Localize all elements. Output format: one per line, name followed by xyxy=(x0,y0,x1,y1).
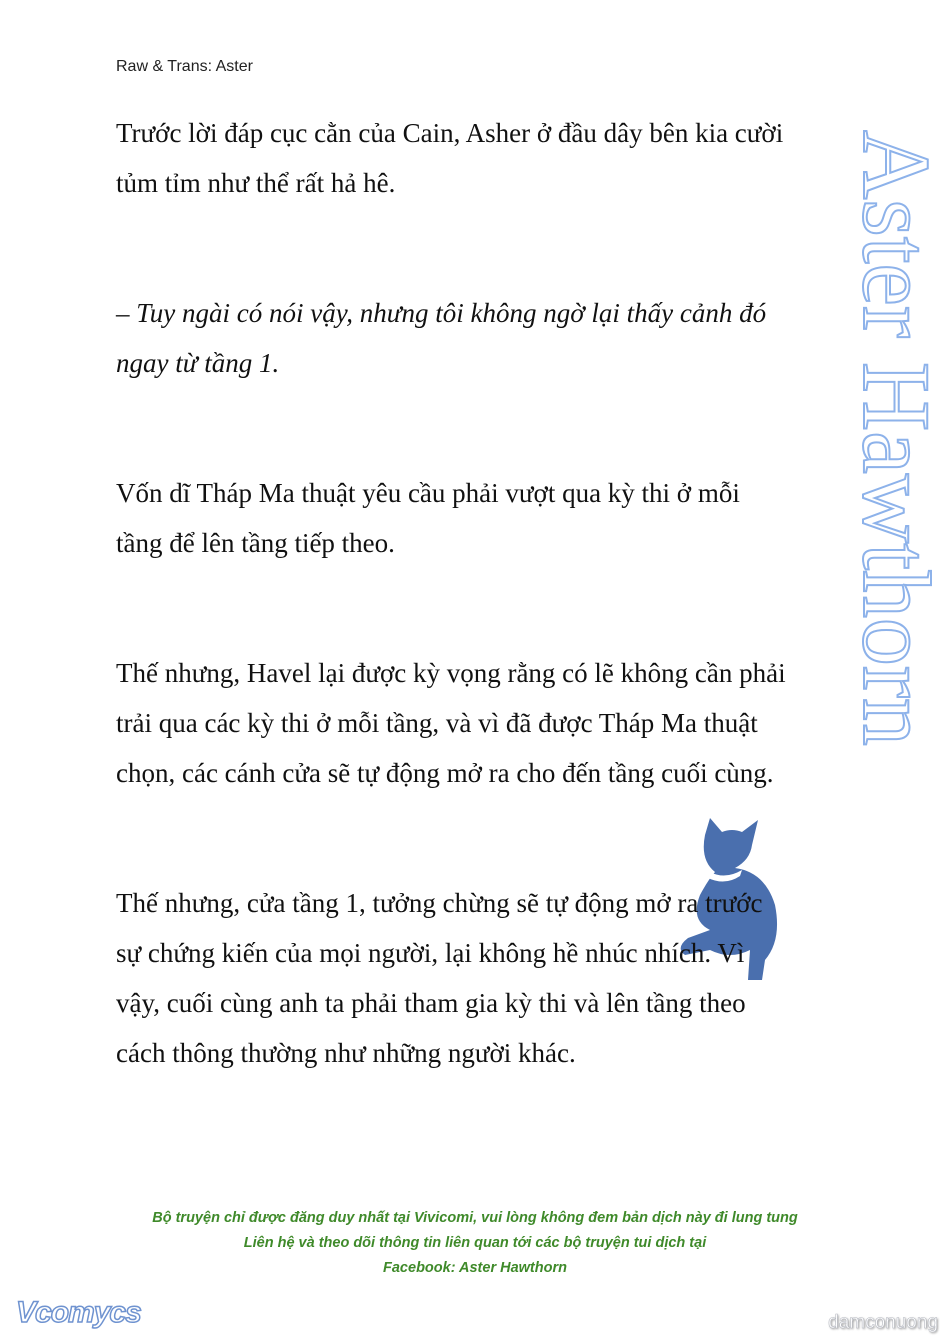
text-line: Thế nhưng, cửa tầng 1, tưởng chừng sẽ tự động mở ra trước xyxy=(116,888,763,918)
text-line: – Tuy ngài có nói vậy, nhưng tôi không ngờ lại thấy cảnh đó xyxy=(116,298,767,328)
text-line: trải qua các kỳ thi ở mỗi tầng, và vì đã được Tháp Ma thuật xyxy=(116,708,758,738)
paragraph-1 xyxy=(116,108,783,208)
paragraph-4 xyxy=(116,648,786,798)
text-line: sự chứng kiến của mọi người, lại không hề nhúc nhích. Vì xyxy=(116,938,745,968)
footer-notice: Bộ truyện chỉ được đăng duy nhất tại Vivicomi, vui lòng không đem bản dịch này đi lung tung xyxy=(152,1210,798,1226)
footer-contact: Liên hệ và theo dõi thông tin liên quan tới các bộ truyện tui dịch tại xyxy=(243,1235,707,1251)
paragraph-2-dialogue xyxy=(116,288,766,388)
page-header: Raw & Trans: Aster xyxy=(116,58,253,75)
paragraph-5 xyxy=(116,878,763,1078)
text-line: tầng để lên tầng tiếp theo. xyxy=(116,528,395,558)
text-line: Thế nhưng, Havel lại được kỳ vọng rằng có lẽ không cần phải xyxy=(116,658,786,688)
footer-facebook: Facebook: Aster Hawthorn xyxy=(383,1260,567,1276)
vcomycs-logo: Vcomycs xyxy=(16,1296,141,1329)
paragraph-3 xyxy=(116,468,740,568)
text-line: Trước lời đáp cục cằn của Cain, Asher ở đầu dây bên kia cười xyxy=(116,118,784,148)
text-line: vậy, cuối cùng anh ta phải tham gia kỳ thi và lên tầng theo xyxy=(116,988,746,1018)
text-line: tủm tỉm như thể rất hả hê. xyxy=(116,168,396,198)
text-line: cách thông thường như những người khác. xyxy=(116,1038,576,1068)
text-line: Vốn dĩ Tháp Ma thuật yêu cầu phải vượt qua kỳ thi ở mỗi xyxy=(116,478,740,508)
watermark-text: Aster Hawthorn xyxy=(843,130,950,746)
site-watermark: damconuong xyxy=(828,1312,938,1333)
text-line: ngay từ tầng 1. xyxy=(116,348,280,378)
text-line: chọn, các cánh cửa sẽ tự động mở ra cho đến tầng cuối cùng. xyxy=(116,758,774,788)
